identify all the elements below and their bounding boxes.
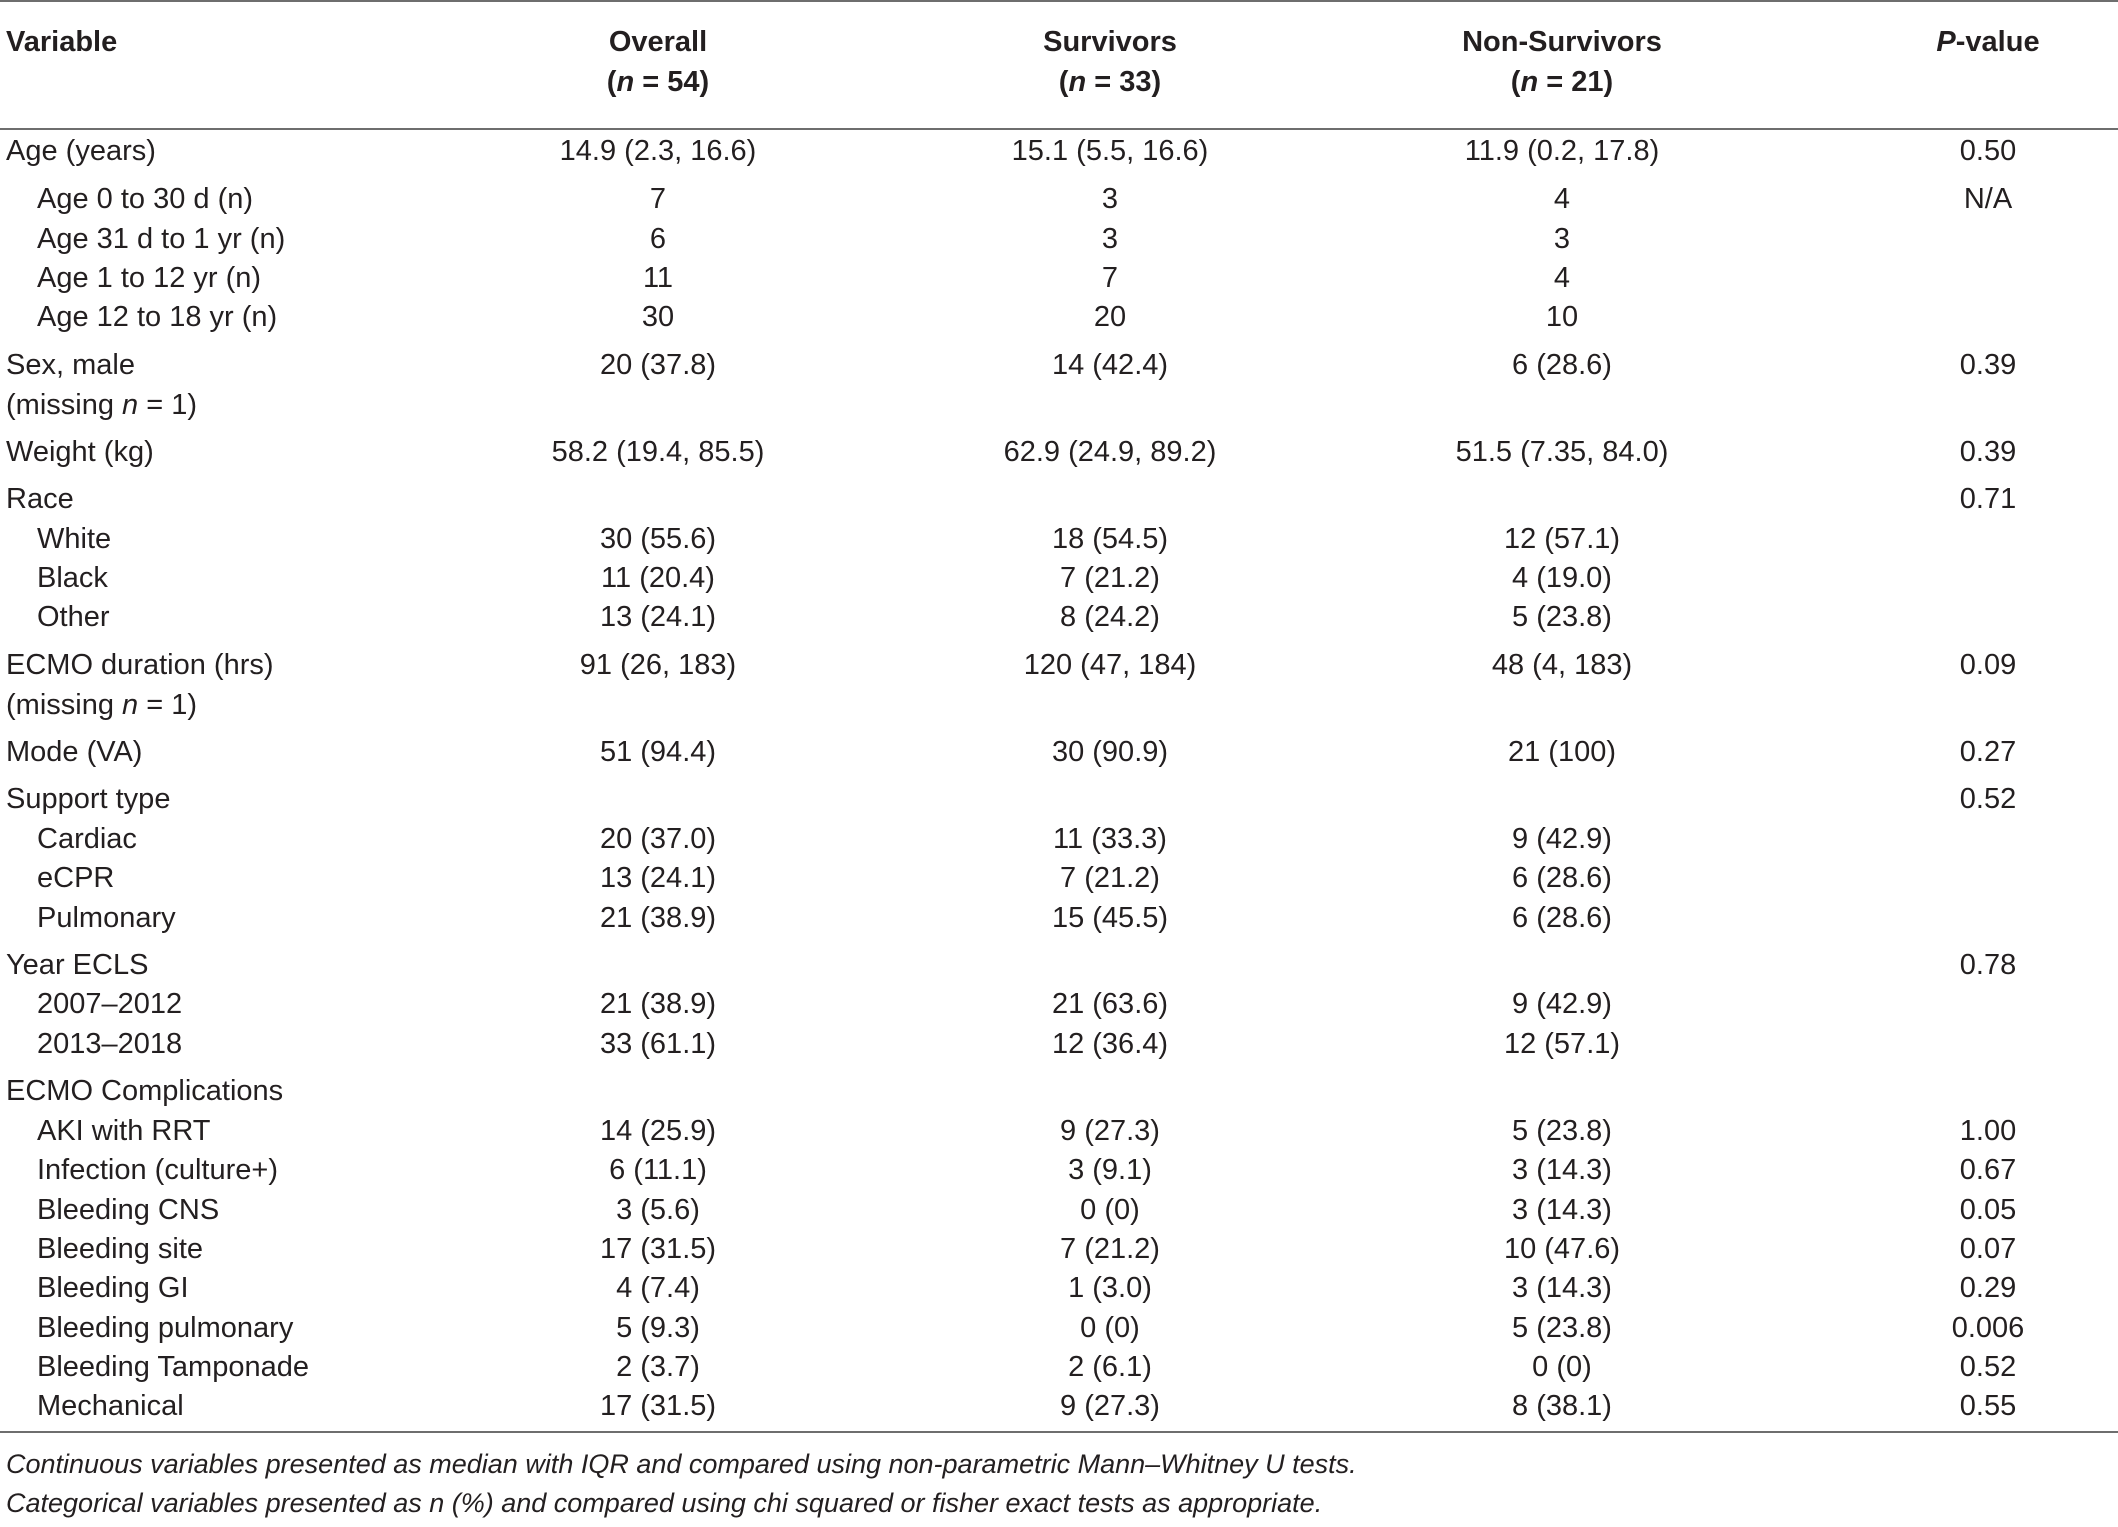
cell-overall: 13 (24.1): [599, 601, 717, 633]
row-label: AKI with RRT: [37, 1115, 211, 1147]
row-label: Bleeding site: [37, 1233, 204, 1265]
cell-overall: 21 (38.9): [599, 988, 717, 1020]
cell-overall: 21 (38.9): [599, 902, 717, 934]
cell-overall: 14 (25.9): [599, 1115, 717, 1147]
cell-survivors: 7 (21.2): [1060, 562, 1160, 594]
cell-nonsurvivors: 21 (100): [1507, 736, 1617, 768]
row-label: White: [37, 523, 112, 555]
cell-nonsurvivors: 6 (28.6): [1512, 349, 1612, 381]
cell-nonsurvivors: 11.9 (0.2, 17.8): [1464, 135, 1660, 167]
cell-p: 0.07: [1959, 1233, 2017, 1265]
cell-survivors: 18 (54.5): [1051, 523, 1169, 555]
row-label: Cardiac: [37, 823, 137, 855]
cell-overall: 11: [642, 262, 674, 294]
cell-p: 0.006: [1951, 1312, 2025, 1344]
cell-survivors: 7 (21.2): [1060, 1233, 1160, 1265]
cell-survivors: 15 (45.5): [1051, 902, 1169, 934]
cell-nonsurvivors: 3 (14.3): [1512, 1194, 1612, 1226]
row-label: Mechanical: [37, 1390, 184, 1422]
row-label: ECMO Complications: [6, 1075, 284, 1107]
cell-overall: 51 (94.4): [599, 736, 717, 768]
header-variable: Variable: [6, 26, 118, 58]
header-pvalue: [1936, 22, 2039, 62]
cell-overall: 6 (11.1): [609, 1154, 707, 1186]
cell-overall: 30: [641, 301, 675, 333]
cell-p: 0.09: [1959, 649, 2017, 681]
cell-survivors: 62.9 (24.9, 89.2): [1003, 436, 1217, 468]
cell-nonsurvivors: 9 (42.9): [1512, 823, 1612, 855]
cell-nonsurvivors: 12 (57.1): [1503, 1028, 1621, 1060]
cell-nonsurvivors: 12 (57.1): [1503, 523, 1621, 555]
row-label: Bleeding Tamponade: [37, 1351, 309, 1383]
cell-p: 0.05: [1959, 1194, 2017, 1226]
header-survivors-n-value: 33: [1119, 66, 1152, 98]
cell-survivors: 3: [1101, 223, 1119, 255]
cell-survivors: 9 (27.3): [1060, 1115, 1160, 1147]
row-label: Year ECLS: [6, 949, 149, 981]
cell-survivors: 3: [1101, 183, 1119, 215]
header-pvalue-rest: -value: [1955, 26, 2040, 58]
row-label: Age 1 to 12 yr (n): [37, 262, 262, 294]
cell-overall: 11 (20.4): [601, 562, 715, 594]
header-nonsurvivors-n-value: 21: [1571, 66, 1604, 98]
cell-nonsurvivors: 5 (23.8): [1512, 601, 1612, 633]
cell-overall: 58.2 (19.4, 85.5): [551, 436, 765, 468]
cell-overall: 13 (24.1): [599, 862, 717, 894]
cell-nonsurvivors: 48 (4, 183): [1491, 649, 1633, 681]
cell-survivors: 20: [1093, 301, 1127, 333]
row-label-note: [6, 385, 197, 425]
cell-p: 0.55: [1959, 1390, 2017, 1422]
cell-overall: 20 (37.8): [599, 349, 717, 381]
cell-nonsurvivors: 8 (38.1): [1512, 1390, 1612, 1422]
cell-overall: 91 (26, 183): [579, 649, 737, 681]
cell-survivors: 11 (33.3): [1053, 823, 1167, 855]
row-label: Age 31 d to 1 yr (n): [37, 223, 286, 255]
cell-overall: 33 (61.1): [599, 1028, 717, 1060]
row-label: Mode (VA): [6, 736, 143, 768]
cell-survivors: 0 (0): [1080, 1312, 1140, 1344]
row-label-note-prefix: (missing: [6, 389, 123, 421]
header-survivors: [1043, 22, 1177, 102]
cell-survivors: 15.1 (5.5, 16.6): [1011, 135, 1209, 167]
cell-nonsurvivors: 5 (23.8): [1512, 1312, 1612, 1344]
cell-p: 0.52: [1959, 1351, 2017, 1383]
cell-nonsurvivors: 6 (28.6): [1512, 862, 1612, 894]
cell-nonsurvivors: 4 (19.0): [1512, 562, 1612, 594]
cell-survivors: 7 (21.2): [1060, 862, 1160, 894]
row-label: ECMO duration (hrs): [6, 649, 274, 681]
footnote-categorical: Categorical variables presented as n (%) and compared using chi squared or fisher exact tests as appropriate.: [6, 1488, 1323, 1518]
cell-overall: 7: [649, 183, 667, 215]
cell-nonsurvivors: 4: [1553, 262, 1571, 294]
row-label: Bleeding CNS: [37, 1194, 220, 1226]
cell-p: 1.00: [1959, 1115, 2017, 1147]
cell-nonsurvivors: 9 (42.9): [1512, 988, 1612, 1020]
cell-overall: 14.9 (2.3, 16.6): [559, 135, 757, 167]
cell-overall: 6: [649, 223, 667, 255]
cell-overall: 30 (55.6): [599, 523, 717, 555]
cell-survivors: 8 (24.2): [1060, 601, 1160, 633]
row-label-note-suffix: = 1): [138, 689, 197, 721]
row-label: 2007–2012: [37, 988, 183, 1020]
cell-nonsurvivors: 10 (47.6): [1503, 1233, 1621, 1265]
cell-p: 0.52: [1959, 783, 2017, 815]
table-bottom-rule: [0, 1431, 2118, 1433]
cell-p: N/A: [1963, 183, 2013, 215]
cell-overall: 17 (31.5): [599, 1390, 717, 1422]
cell-nonsurvivors: 3: [1553, 223, 1571, 255]
row-label-note-prefix: (missing: [6, 689, 123, 721]
row-label: Age 12 to 18 yr (n): [37, 301, 278, 333]
cell-p: 0.67: [1959, 1154, 2017, 1186]
cell-nonsurvivors: 10: [1545, 301, 1579, 333]
header-survivors-title: Survivors: [1043, 26, 1177, 58]
cell-survivors: 1 (3.0): [1068, 1272, 1152, 1304]
header-pvalue-italic: P: [1936, 26, 1956, 58]
row-label: Weight (kg): [6, 436, 154, 468]
row-label: Support type: [6, 783, 171, 815]
cell-p: 0.39: [1959, 349, 2017, 381]
row-label: Race: [6, 483, 74, 515]
header-rule: [0, 128, 2118, 130]
cell-nonsurvivors: 0 (0): [1532, 1351, 1592, 1383]
cell-p: 0.29: [1959, 1272, 2017, 1304]
header-survivors-n: (n = 33): [1058, 66, 1162, 98]
cell-nonsurvivors: 3 (14.3): [1512, 1154, 1612, 1186]
row-label-note-suffix: = 1): [138, 389, 197, 421]
cell-nonsurvivors: 3 (14.3): [1512, 1272, 1612, 1304]
cell-survivors: 14 (42.4): [1051, 349, 1169, 381]
cell-overall: 5 (9.3): [616, 1312, 700, 1344]
cell-p: 0.27: [1959, 736, 2017, 768]
cell-survivors: 2 (6.1): [1068, 1351, 1152, 1383]
table-top-rule: [0, 0, 2118, 2]
cell-overall: 2 (3.7): [616, 1351, 700, 1383]
cell-survivors: 120 (47, 184): [1023, 649, 1197, 681]
row-label: Bleeding pulmonary: [37, 1312, 294, 1344]
cell-nonsurvivors: 4: [1553, 183, 1571, 215]
header-overall: [607, 22, 709, 102]
header-overall-n-value: 54: [667, 66, 700, 98]
row-label: Age 0 to 30 d (n): [37, 183, 254, 215]
cell-survivors: 12 (36.4): [1051, 1028, 1169, 1060]
cell-nonsurvivors: 5 (23.8): [1512, 1115, 1612, 1147]
row-label-note: [6, 685, 197, 725]
cell-p: 0.78: [1959, 949, 2017, 981]
header-overall-title: Overall: [608, 26, 708, 58]
cell-nonsurvivors: 6 (28.6): [1512, 902, 1612, 934]
row-label: Bleeding GI: [37, 1272, 189, 1304]
row-label: Age (years): [6, 135, 156, 167]
row-label: 2013–2018: [37, 1028, 183, 1060]
row-label: eCPR: [37, 862, 115, 894]
header-nonsurvivors-n: (n = 21): [1510, 66, 1614, 98]
cell-nonsurvivors: 51.5 (7.35, 84.0): [1455, 436, 1669, 468]
footnote-continuous: Continuous variables presented as median with IQR and compared using non-parametric Mann–Whitney U tests.: [6, 1449, 1357, 1479]
cell-survivors: 0 (0): [1080, 1194, 1140, 1226]
row-label-note-n: n: [122, 689, 139, 721]
cell-overall: 20 (37.0): [599, 823, 717, 855]
cell-p: 0.50: [1959, 135, 2017, 167]
row-label: Infection (culture+): [37, 1154, 278, 1186]
row-label: Other: [37, 601, 110, 633]
cell-survivors: 30 (90.9): [1051, 736, 1169, 768]
cell-overall: 3 (5.6): [616, 1194, 700, 1226]
cell-overall: 17 (31.5): [599, 1233, 717, 1265]
cell-p: 0.39: [1959, 436, 2017, 468]
cell-survivors: 7: [1101, 262, 1119, 294]
row-label: Pulmonary: [37, 902, 176, 934]
row-label: Sex, male: [6, 349, 135, 381]
cell-p: 0.71: [1959, 483, 2017, 515]
cell-survivors: 3 (9.1): [1068, 1154, 1152, 1186]
row-label-note-n: n: [122, 389, 139, 421]
header-overall-n: (n = 54): [606, 66, 710, 98]
cell-survivors: 9 (27.3): [1060, 1390, 1160, 1422]
row-label: Black: [37, 562, 108, 594]
cell-survivors: 21 (63.6): [1051, 988, 1169, 1020]
header-nonsurvivors: [1462, 22, 1662, 102]
cell-overall: 4 (7.4): [616, 1272, 700, 1304]
header-nonsurvivors-title: Non-Survivors: [1462, 26, 1662, 58]
